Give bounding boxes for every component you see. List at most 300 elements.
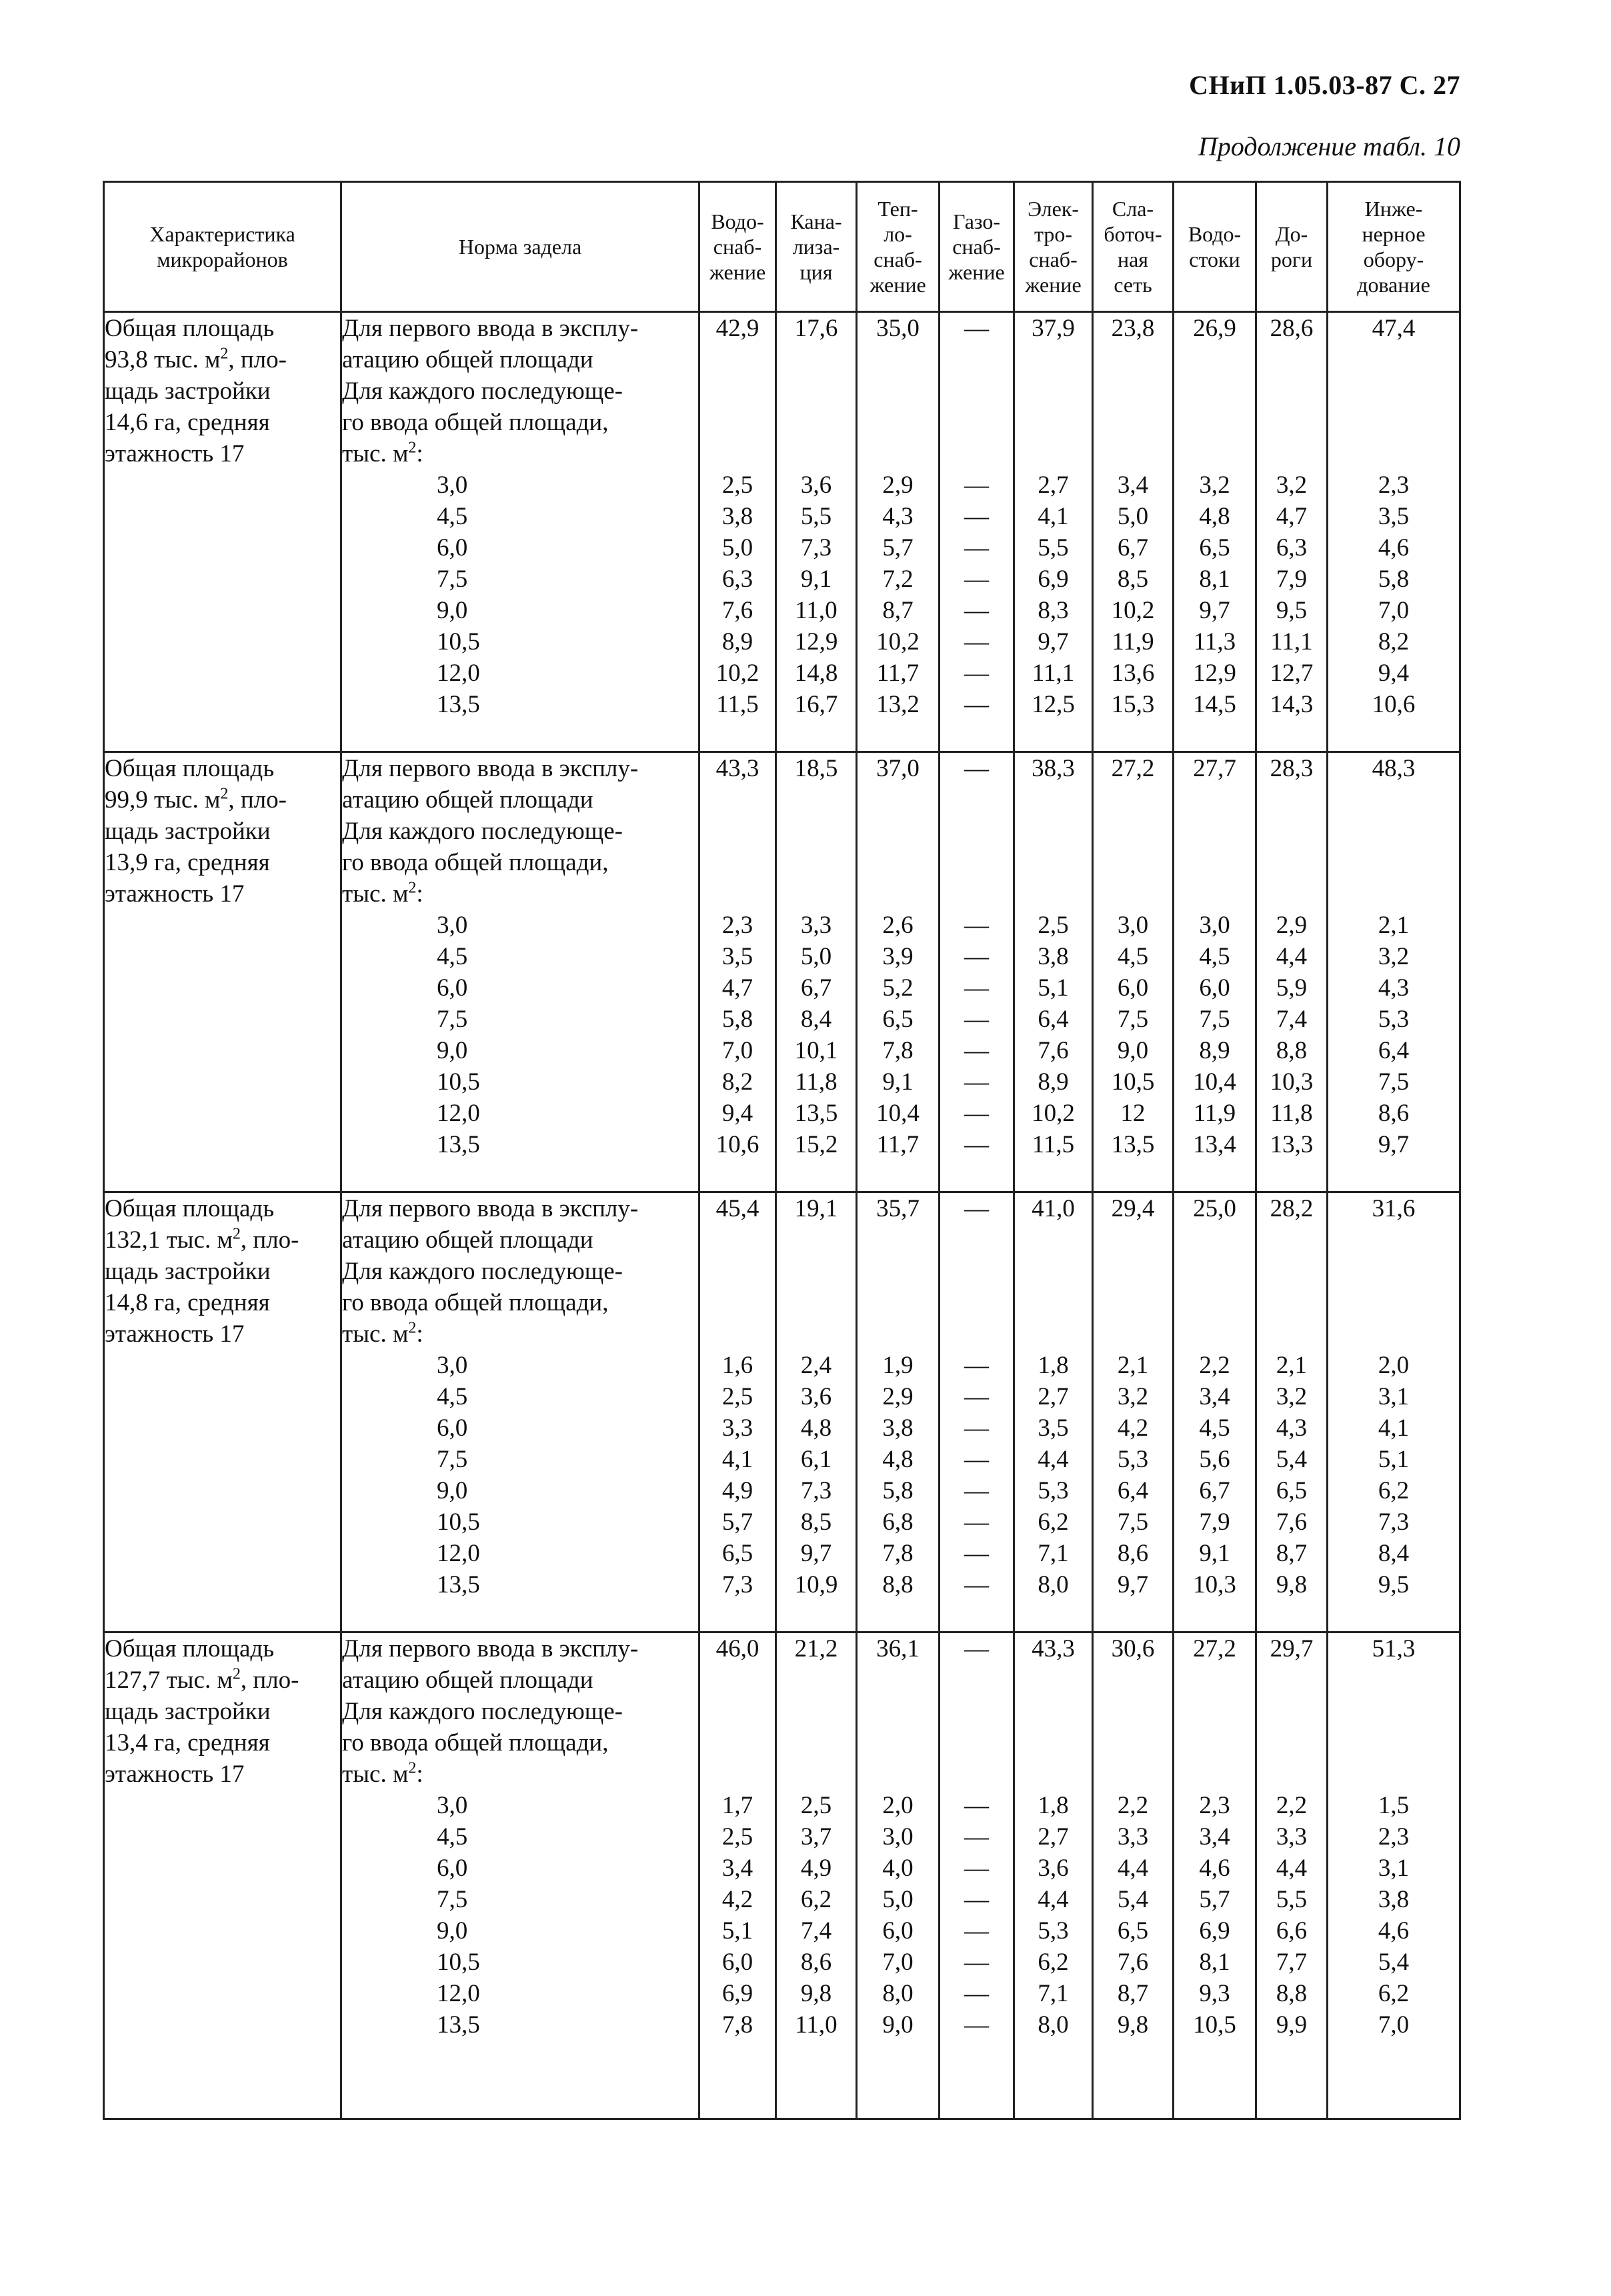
value-cell: 3,7 [800, 1823, 832, 1851]
value-cell: 13,5 [794, 1100, 838, 1127]
value-cell: 6,2 [1038, 1508, 1069, 1536]
char-line: этажность 17 [105, 440, 245, 467]
value-cell: 4,7 [1276, 503, 1308, 530]
value-cell: 8,6 [1117, 1540, 1149, 1567]
value-cell: 6,8 [882, 1508, 914, 1536]
value-column [1093, 1632, 1174, 2119]
column-header-line: ная [1117, 247, 1149, 271]
value-cell: 7,9 [1199, 1508, 1230, 1536]
first-input-value: — [964, 315, 989, 342]
value-cell: 11,3 [1193, 628, 1236, 656]
value-cell: — [964, 912, 989, 939]
value-cell: 5,9 [1276, 974, 1308, 1002]
value-cell: 7,0 [721, 1037, 753, 1064]
value-cell: 10,2 [1032, 1100, 1075, 1127]
norm-unit-line: тыс. $м^2$: [342, 1759, 423, 1788]
column-header [1256, 182, 1328, 312]
value-column [699, 752, 776, 1192]
value-cell: 9,4 [1378, 660, 1410, 687]
value-column [1093, 752, 1174, 1192]
value-cell: 3,0 [1117, 912, 1149, 939]
value-cell: — [964, 1949, 989, 1976]
value-cell: 11,5 [716, 691, 759, 718]
value-cell: — [964, 1477, 989, 1504]
column-header-line: Теп- [878, 197, 918, 221]
value-cell: 9,8 [800, 1980, 832, 2007]
norm-unit-line: тыс. $м^2$: [342, 439, 423, 467]
value-cell: 3,2 [1117, 1383, 1149, 1410]
value-cell: 5,0 [721, 534, 753, 561]
value-cell: 2,7 [1038, 471, 1069, 499]
value-cell: 8,0 [1038, 2011, 1069, 2039]
value-cell: 2,1 [1378, 912, 1410, 939]
first-input-value: 37,0 [876, 755, 920, 782]
value-cell: 15,2 [794, 1131, 838, 1158]
value-cell: 8,8 [1276, 1980, 1308, 2007]
value-cell: 13,2 [876, 691, 920, 718]
value-cell: — [964, 1414, 989, 1442]
value-cell: 6,2 [1378, 1477, 1410, 1504]
value-cell: 11,5 [1032, 1131, 1075, 1158]
value-cell: 4,4 [1117, 1855, 1149, 1882]
value-cell: — [964, 1508, 989, 1536]
value-cell: 10,2 [1111, 597, 1155, 624]
column-header-line: Инже- [1364, 197, 1423, 221]
norm-first-input-line: атацию общей площади [342, 346, 593, 373]
first-input-value: — [964, 1195, 989, 1222]
value-cell: 14,5 [1193, 691, 1236, 718]
norm-first-input-line: Для первого ввода в эксплу- [342, 1195, 639, 1222]
value-column [776, 1632, 857, 2119]
backlog-norm [341, 1192, 699, 1632]
volume-value: 12,0 [437, 1540, 480, 1567]
char-line: 99,9 тыс. $м^2$, пло- [105, 785, 287, 814]
value-cell: 9,8 [1117, 2011, 1149, 2039]
value-column [1174, 312, 1256, 752]
value-cell: 7,3 [721, 1571, 753, 1598]
value-cell: 7,8 [721, 2011, 753, 2039]
volume-value: 7,5 [437, 1446, 468, 1473]
table-continuation-label: Продолжение табл. 10 [1198, 131, 1460, 161]
value-cell: 4,8 [1199, 503, 1230, 530]
column-header-line: Сла- [1112, 197, 1154, 221]
value-cell: 2,5 [721, 471, 753, 499]
value-cell: 13,4 [1193, 1131, 1236, 1158]
value-cell: 3,5 [721, 943, 753, 970]
value-cell: 9,3 [1199, 1980, 1230, 2007]
value-cell: 7,0 [1378, 597, 1410, 624]
value-cell: 9,5 [1378, 1571, 1410, 1598]
value-cell: 5,1 [1038, 974, 1069, 1002]
value-cell: 11,7 [876, 1131, 920, 1158]
value-cell: 2,5 [1038, 912, 1069, 939]
value-cell: 4,5 [1199, 1414, 1230, 1442]
value-cell: 6,4 [1038, 1006, 1069, 1033]
value-cell: 3,2 [1276, 471, 1308, 499]
value-cell: 3,4 [1117, 471, 1149, 499]
value-cell: 2,4 [800, 1352, 832, 1379]
value-cell: 5,4 [1117, 1886, 1149, 1913]
value-cell: 2,3 [1378, 1823, 1410, 1851]
value-cell: 11,9 [1193, 1100, 1236, 1127]
first-input-value: 41,0 [1032, 1195, 1075, 1222]
value-cell: 2,3 [1199, 1792, 1230, 1819]
value-cell: 3,0 [1199, 912, 1230, 939]
value-cell: 9,7 [1378, 1131, 1410, 1158]
value-cell: 5,3 [1038, 1477, 1069, 1504]
value-cell: 12,7 [1270, 660, 1314, 687]
column-header-line: микрорайонов [157, 247, 288, 271]
value-cell: 4,4 [1038, 1886, 1069, 1913]
value-cell: 5,3 [1038, 1917, 1069, 1945]
column-header-line: жение [709, 260, 766, 284]
value-cell: 5,1 [721, 1917, 753, 1945]
char-line: щадь застройки [105, 1698, 271, 1725]
value-column [1093, 1192, 1174, 1632]
value-cell: 4,1 [1038, 503, 1069, 530]
value-cell: 6,2 [800, 1886, 832, 1913]
column-header-line: снаб- [713, 235, 762, 259]
value-cell: 4,0 [882, 1855, 914, 1882]
value-cell: 7,3 [800, 534, 832, 561]
value-cell: — [964, 1446, 989, 1473]
volume-value: 4,5 [437, 503, 468, 530]
volume-value: 3,0 [437, 471, 468, 499]
value-cell: — [964, 1131, 989, 1158]
volume-value: 9,0 [437, 597, 468, 624]
value-cell: 8,8 [1276, 1037, 1308, 1064]
value-cell: 6,0 [721, 1949, 753, 1976]
value-cell: 4,8 [882, 1446, 914, 1473]
value-cell: 8,2 [721, 1068, 753, 1096]
value-cell: 7,2 [882, 565, 914, 593]
backlog-norm [341, 1632, 699, 2119]
value-cell: 2,1 [1276, 1352, 1308, 1379]
column-header-line: Кана- [790, 209, 842, 233]
value-cell: 1,8 [1038, 1352, 1069, 1379]
column-header-line: До- [1275, 222, 1308, 246]
value-cell: 11,0 [795, 2011, 838, 2039]
first-input-value: 51,3 [1372, 1635, 1416, 1662]
first-input-value: 19,1 [794, 1195, 838, 1222]
value-cell: 1,7 [721, 1792, 753, 1819]
value-cell: 6,9 [721, 1980, 753, 2007]
value-cell: 5,4 [1276, 1446, 1308, 1473]
column-header-line: Норма задела [458, 235, 582, 259]
value-cell: 9,8 [1276, 1571, 1308, 1598]
value-column [1014, 1632, 1093, 2119]
value-cell: 3,6 [800, 1383, 832, 1410]
column-header-line: Характеристика [149, 222, 295, 246]
first-input-value: 35,0 [876, 315, 920, 342]
first-input-value: 29,7 [1270, 1635, 1314, 1662]
value-cell: 10,3 [1270, 1068, 1314, 1096]
volume-value: 12,0 [437, 660, 480, 687]
value-cell: 3,8 [721, 503, 753, 530]
value-column [940, 752, 1014, 1192]
first-input-value: 27,2 [1111, 755, 1155, 782]
volume-value: 3,0 [437, 1792, 468, 1819]
value-cell: 2,3 [721, 912, 753, 939]
value-cell: 3,3 [1117, 1823, 1149, 1851]
value-cell: 3,3 [721, 1414, 753, 1442]
value-cell: 7,1 [1038, 1980, 1069, 2007]
value-cell: 8,7 [1117, 1980, 1149, 2007]
value-cell: 6,9 [1199, 1917, 1230, 1945]
volume-value: 7,5 [437, 1886, 468, 1913]
value-column [776, 312, 857, 752]
value-cell: — [964, 1037, 989, 1064]
volume-value: 6,0 [437, 1855, 468, 1882]
value-cell: 4,2 [721, 1886, 753, 1913]
value-cell: 8,9 [1038, 1068, 1069, 1096]
value-cell: 11,9 [1112, 628, 1154, 656]
value-cell: 6,0 [1199, 974, 1230, 1002]
value-cell: 4,6 [1378, 534, 1410, 561]
first-input-value: 48,3 [1372, 755, 1416, 782]
value-cell: 2,5 [721, 1383, 753, 1410]
value-cell: 5,1 [1378, 1446, 1410, 1473]
value-cell: 6,3 [721, 565, 753, 593]
value-cell: 4,3 [882, 503, 914, 530]
value-cell: 6,3 [1276, 534, 1308, 561]
first-input-value: 31,6 [1372, 1195, 1416, 1222]
first-input-value: 27,7 [1193, 755, 1236, 782]
norm-each-input-line: Для каждого последующе- [342, 818, 623, 845]
value-cell: 7,4 [1276, 1006, 1308, 1033]
value-cell: 3,9 [882, 943, 914, 970]
value-column [699, 1192, 776, 1632]
char-line: 93,8 тыс. $м^2$, пло- [105, 345, 287, 373]
value-cell: 11,8 [1270, 1100, 1313, 1127]
value-cell: 4,7 [721, 974, 753, 1002]
value-cell: 6,7 [1117, 534, 1149, 561]
char-line: 13,9 га, средняя [105, 849, 270, 876]
value-column [1328, 1632, 1460, 2119]
value-cell: 12,9 [1193, 660, 1236, 687]
value-cell: 8,4 [800, 1006, 832, 1033]
char-line: 127,7 тыс. $м^2$, пло- [105, 1665, 299, 1694]
value-column [776, 1192, 857, 1632]
value-column [1093, 312, 1174, 752]
value-cell: 9,9 [1276, 2011, 1308, 2039]
value-cell: 8,9 [721, 628, 753, 656]
value-column [857, 1632, 940, 2119]
superscript: 2 [408, 1759, 417, 1777]
value-cell: 6,5 [1117, 1917, 1149, 1945]
column-header-line: ция [799, 260, 833, 284]
value-cell: 4,4 [1038, 1446, 1069, 1473]
volume-value: 10,5 [437, 1949, 480, 1976]
value-cell: 7,6 [1276, 1508, 1308, 1536]
volume-value: 9,0 [437, 1037, 468, 1064]
first-input-value: — [964, 1635, 989, 1662]
volume-value: 13,5 [437, 691, 480, 718]
value-cell: 9,7 [800, 1540, 832, 1567]
volume-value: 13,5 [437, 2011, 480, 2039]
volume-value: 4,5 [437, 1823, 468, 1851]
value-cell: 6,6 [1276, 1917, 1308, 1945]
value-cell: 8,6 [800, 1949, 832, 1976]
first-input-value: 28,2 [1270, 1195, 1314, 1222]
value-column [1174, 1192, 1256, 1632]
value-cell: 6,4 [1117, 1477, 1149, 1504]
value-cell: 14,3 [1270, 691, 1314, 718]
value-cell: 8,7 [882, 597, 914, 624]
value-cell: 8,0 [1038, 1571, 1069, 1598]
value-cell: 4,5 [1199, 943, 1230, 970]
value-cell: 8,8 [882, 1571, 914, 1598]
value-cell: 4,5 [1117, 943, 1149, 970]
value-cell: 2,3 [1378, 471, 1410, 499]
value-cell: — [964, 660, 989, 687]
value-column [940, 1192, 1014, 1632]
value-cell: 2,0 [1378, 1352, 1410, 1379]
value-cell: — [964, 1006, 989, 1033]
value-cell: 8,1 [1199, 565, 1230, 593]
value-cell: 2,7 [1038, 1823, 1069, 1851]
value-cell: 3,3 [800, 912, 832, 939]
value-cell: 8,2 [1378, 628, 1410, 656]
char-line: Общая площадь [105, 315, 275, 342]
value-cell: — [964, 1100, 989, 1127]
value-column [1256, 1192, 1328, 1632]
value-cell: 7,5 [1117, 1508, 1149, 1536]
first-input-value: 43,3 [715, 755, 759, 782]
value-cell: 6,9 [1038, 565, 1069, 593]
value-cell: 7,5 [1378, 1068, 1410, 1096]
superscript: 2 [408, 1319, 417, 1337]
column-header-line: дование [1357, 273, 1430, 297]
value-cell: — [964, 1540, 989, 1567]
value-cell: 8,5 [800, 1508, 832, 1536]
value-cell: 6,5 [882, 1006, 914, 1033]
first-input-value: 36,1 [876, 1635, 920, 1662]
volume-value: 7,5 [437, 565, 468, 593]
char-line: Общая площадь [105, 755, 275, 782]
value-cell: 3,4 [1199, 1383, 1230, 1410]
value-cell: 8,6 [1378, 1100, 1410, 1127]
first-input-value: 43,3 [1032, 1635, 1075, 1662]
char-line: 13,4 га, средняя [105, 1729, 270, 1757]
value-cell: 6,7 [1199, 1477, 1230, 1504]
superscript: 2 [220, 785, 229, 803]
char-line: этажность 17 [105, 1761, 245, 1788]
column-header-line: снаб- [1029, 247, 1078, 271]
value-cell: 3,8 [1378, 1886, 1410, 1913]
value-cell: 9,7 [1199, 597, 1230, 624]
first-input-value: 42,9 [715, 315, 759, 342]
value-cell: 7,8 [882, 1540, 914, 1567]
value-cell: 2,7 [1038, 1383, 1069, 1410]
value-cell: 3,4 [721, 1855, 753, 1882]
value-cell: 9,0 [882, 2011, 914, 2039]
value-cell: 5,3 [1117, 1446, 1149, 1473]
norm-first-input-line: Для первого ввода в эксплу- [342, 755, 639, 782]
column-header-line: жение [948, 260, 1005, 284]
char-line: щадь застройки [105, 377, 271, 405]
superscript: 2 [232, 1225, 241, 1243]
value-cell: 9,1 [1199, 1540, 1230, 1567]
value-cell: 4,3 [1276, 1414, 1308, 1442]
value-cell: — [964, 1571, 989, 1598]
value-cell: 5,7 [1199, 1886, 1230, 1913]
volume-value: 7,5 [437, 1006, 468, 1033]
first-input-value: 29,4 [1111, 1195, 1155, 1222]
column-header [1174, 182, 1256, 312]
volume-value: 6,0 [437, 534, 468, 561]
value-cell: 4,9 [800, 1855, 832, 1882]
value-cell: 8,5 [1117, 565, 1149, 593]
value-cell: 6,1 [800, 1446, 832, 1473]
value-cell: 2,9 [882, 471, 914, 499]
norm-each-input-line: го ввода общей площади, [342, 409, 609, 436]
first-input-value: 30,6 [1111, 1635, 1155, 1662]
value-cell: 4,1 [721, 1446, 753, 1473]
value-cell: 9,5 [1276, 597, 1308, 624]
volume-value: 9,0 [437, 1917, 468, 1945]
value-cell: 2,5 [721, 1823, 753, 1851]
value-column [1014, 1192, 1093, 1632]
column-header-line: обору- [1363, 247, 1424, 271]
first-input-value: 25,0 [1193, 1195, 1236, 1222]
value-cell: 2,0 [882, 1792, 914, 1819]
first-input-value: 38,3 [1032, 755, 1075, 782]
value-cell: 7,1 [1038, 1540, 1069, 1567]
first-input-value: 26,9 [1193, 315, 1236, 342]
value-cell: — [964, 1886, 989, 1913]
value-column [940, 1632, 1014, 2119]
value-cell: 8,3 [1038, 597, 1069, 624]
value-cell: 5,8 [721, 1006, 753, 1033]
value-cell: 3,6 [1038, 1855, 1069, 1882]
value-cell: 9,4 [721, 1100, 753, 1127]
superscript: 2 [220, 345, 229, 363]
value-cell: 3,4 [1199, 1823, 1230, 1851]
district-block [104, 752, 1460, 1192]
value-column [857, 312, 940, 752]
district-block [104, 312, 1460, 752]
value-cell: 5,6 [1199, 1446, 1230, 1473]
value-cell: 6,7 [800, 974, 832, 1002]
value-cell: 10,5 [1193, 2011, 1236, 2039]
norm-first-input-line: атацию общей площади [342, 786, 593, 814]
column-header-line: снаб- [952, 235, 1001, 259]
value-cell: 1,8 [1038, 1792, 1069, 1819]
norm-unit-line: тыс. $м^2$: [342, 1319, 423, 1348]
value-cell: 15,3 [1111, 691, 1155, 718]
value-cell: 12 [1120, 1100, 1146, 1127]
volume-value: 3,0 [437, 912, 468, 939]
value-column [1328, 312, 1460, 752]
first-input-value: 17,6 [794, 315, 838, 342]
column-header [104, 182, 341, 312]
value-cell: 4,6 [1378, 1917, 1410, 1945]
value-column [857, 1192, 940, 1632]
value-cell: 11,8 [795, 1068, 838, 1096]
column-header [1328, 182, 1460, 312]
district-block [104, 1632, 1460, 2119]
value-cell: — [964, 2011, 989, 2039]
column-header-line: стоки [1189, 247, 1240, 271]
value-cell: 6,5 [1276, 1477, 1308, 1504]
value-cell: 2,6 [882, 912, 914, 939]
value-cell: 5,4 [1378, 1949, 1410, 1976]
volume-value: 10,5 [437, 1508, 480, 1536]
value-column [1174, 1632, 1256, 2119]
value-cell: 5,5 [800, 503, 832, 530]
value-cell: 5,2 [882, 974, 914, 1002]
